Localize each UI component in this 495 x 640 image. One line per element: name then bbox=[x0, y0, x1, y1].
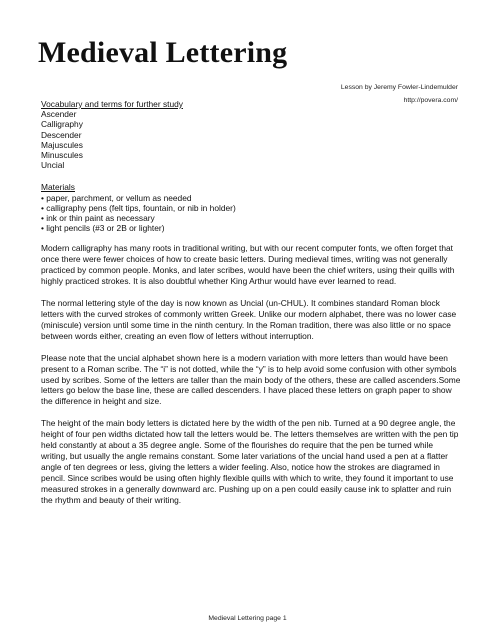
vocabulary-item: Uncial bbox=[41, 160, 65, 171]
body-paragraph: The normal lettering style of the day is now known as Uncial (un-CHUL). It combines standard Roman block letters with the curved strokes of commonly written Greek. Unlike our modern alphabet, there was no lower case (miniscule) version until some time in the ninth century. In the Roman tradition, there was also little or no space between words either, creating an even flow of letters without interruption. bbox=[41, 298, 457, 341]
vocabulary-item: Ascender bbox=[41, 109, 77, 120]
body-paragraph: Please note that the uncial alphabet shown here is a modern variation with more letters than would have been present to a Roman scribe. The “i” is not dotted, while the “y” is to help avoid some confusion with other symbols used by scribes. Some of the letters are taller than the main body of the others, these are called ascenders.Some letters go below the base line, these are called descenders. I have placed these letters on graph paper to show the difference in height and size. bbox=[41, 352, 461, 407]
byline-url[interactable]: http://povera.com/ bbox=[403, 97, 458, 104]
materials-item: • ink or thin paint as necessary bbox=[41, 213, 155, 224]
vocabulary-item: Minuscules bbox=[41, 150, 83, 161]
page-footer: Medieval Lettering page 1 bbox=[208, 615, 287, 622]
content bbox=[41, 99, 461, 516]
materials-item: • calligraphy pens (felt tips, fountain, or nib in holder) bbox=[41, 202, 236, 213]
vocabulary-item: Descender bbox=[41, 129, 82, 140]
spacer bbox=[41, 170, 461, 182]
vocabulary-item: Majuscules bbox=[41, 139, 83, 150]
body-paragraph: Modern calligraphy has many roots in traditional writing, but with our recent computer fonts, we often forget that once there were fewer choices of how to create basic letters. During medieval times, writing was not generally practiced by common people. Monks, and later scribes, would have been the chief writers, using their quills with highly practiced strokes. It is also doubtful whether King Arthur would have ever learned to read. bbox=[41, 243, 455, 287]
vocabulary-heading: Vocabulary and terms for further study bbox=[41, 99, 183, 109]
materials-list bbox=[41, 193, 461, 234]
byline-author: Lesson by Jeremy Fowler-Lindemulder bbox=[340, 84, 458, 91]
materials-item: • paper, parchment, or vellum as needed bbox=[41, 192, 192, 203]
body-paragraph: The height of the main body letters is dictated here by the width of the pen nib. Turned at a 90 degree angle, the height of four pen widths dictated how tall the letters would be. The letters themselves are written with the pen tip held constantly at about a 35 degree angle. Some of the flourishes do require that the pen be turned while writing, but usually the angle remains constant. Some later variations of the uncial hand used a pen at a flatter angle of ten degrees or less, giving the letters a wider feeling. Also, notice how the strokes are diagramed in pencil. Since scribes would be using often highly flexible quills with which to write, they found it important to use measured strokes in a generally downward arc. Pushing up on a pen could easily cause ink to splatter and ruin the rhythm and beauty of their writing. bbox=[41, 418, 459, 505]
vocabulary-item: Calligraphy bbox=[41, 119, 83, 130]
page-title: Medieval Lettering bbox=[38, 36, 288, 69]
materials-item: • light pencils (#3 or 2B or lighter) bbox=[41, 223, 165, 234]
vocabulary-list bbox=[41, 109, 461, 170]
materials-heading: Materials bbox=[41, 182, 75, 193]
